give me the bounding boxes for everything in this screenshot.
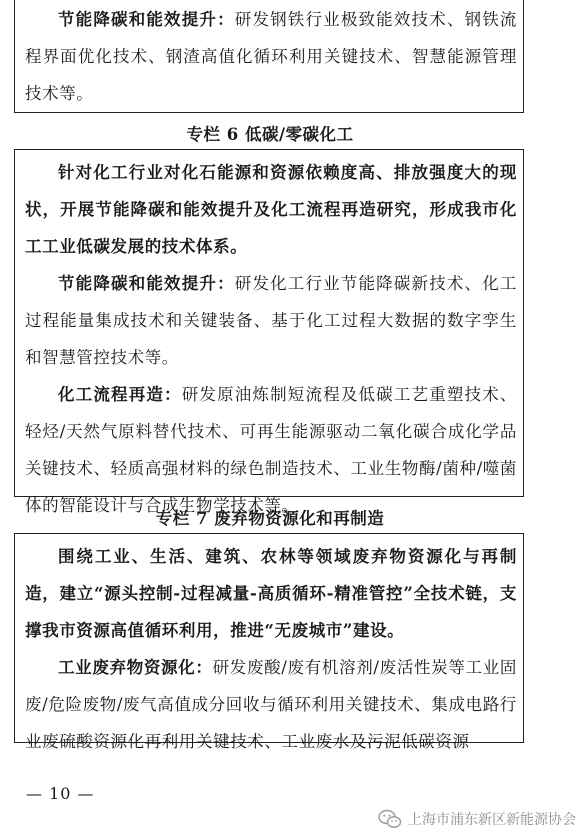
section6-para1 [25,265,517,376]
section6-box [14,149,524,515]
wechat-icon [378,809,402,829]
para-lead: 工业废弃物资源化： [58,658,213,677]
section7-title: 专栏 7 废弃物资源化和再制造 [155,509,385,528]
section6-para2 [25,376,517,524]
section7-intro: 围绕工业、生活、建筑、农林等领域废弃物资源化与再制造，建立“源头控制-过程减量-高质循环-精准管控”全技术链，支撑我市资源高值循环利用，推进“无废城市”建设。 [25,547,517,640]
para-lead: 化工流程再造： [58,385,182,404]
page-number: — 10 — [26,784,95,803]
section6-title: 专栏 6 低碳/零碳化工 [186,125,354,144]
section7-para1 [25,649,517,760]
section-prev-box [14,0,524,113]
section-prev-para1 [25,1,517,112]
para-text: 研发化工行业节能降碳新技术、化工过程能量集成技术和关键装备、基于化工过程大数据的数字孪生和智慧管控技术等。 [25,274,517,367]
section6-intro: 针对化工行业对化石能源和资源依赖度高、排放强度大的现状，开展节能降碳和能效提升及化工流程再造研究，形成我市化工工业低碳发展的技术体系。 [25,163,517,256]
para-lead: 节能降碳和能效提升： [58,274,235,293]
para-text: 研发废酸/废有机溶剂/废活性炭等工业固废/危险废物/废气高值成分回收与循环利用关键技术、集成电路行业废硫酸资源化再利用关键技术、工业废水及污泥低碳资源 [25,658,517,751]
watermark [378,808,576,830]
section7-box [14,533,524,751]
para-text: 研发原油炼制短流程及低碳工艺重塑技术、轻烃/天然气原料替代技术、可再生能源驱动二氧化碳合成化学品关键技术、轻质高强材料的绿色制造技术、工业生物酶/菌种/噬菌体的智能设计与合成生物学技术等。 [25,385,517,515]
para-text: 研发钢铁行业极致能效技术、钢铁流程界面优化技术、钢渣高值化循环利用关键技术、智慧能源管理技术等。 [25,10,517,103]
watermark-text: 上海市浦东新区新能源协会 [408,812,576,828]
para-lead: 节能降碳和能效提升： [58,10,235,29]
